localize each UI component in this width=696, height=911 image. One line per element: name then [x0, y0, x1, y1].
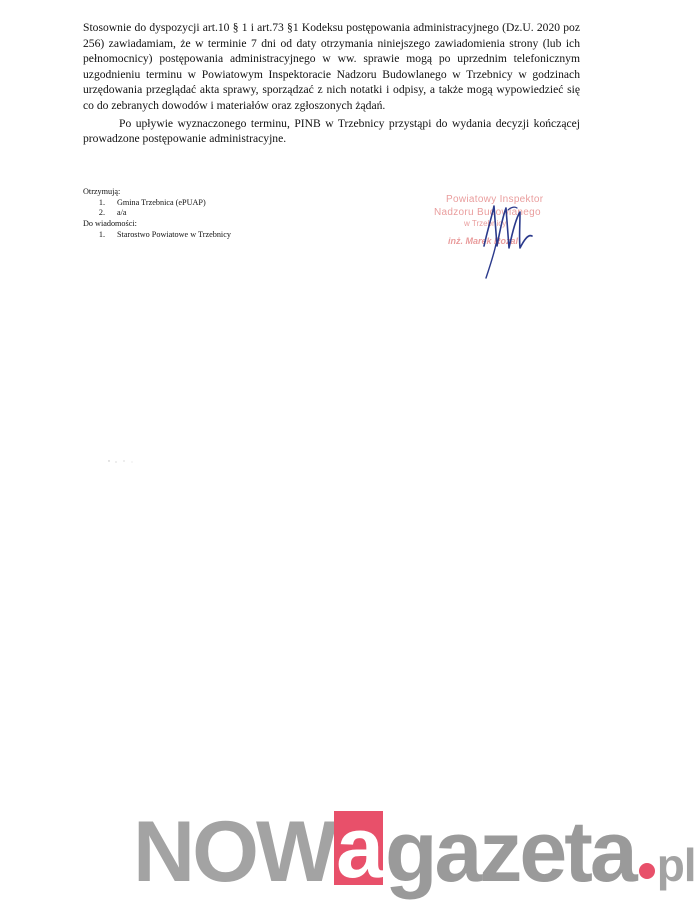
watermark-logo	[133, 800, 696, 900]
cc-recipient-name: Starostwo Powiatowe w Trzebnicy	[117, 230, 231, 240]
handwritten-signature	[470, 188, 540, 283]
scan-specks	[106, 457, 146, 465]
recipients-list	[83, 198, 343, 219]
list-item	[83, 230, 343, 241]
list-number: 2.	[98, 208, 105, 218]
recipients-heading: Otrzymują:	[83, 187, 121, 196]
logo-text: gazeta	[385, 804, 635, 900]
cc-heading: Do wiadomości:	[83, 218, 137, 228]
recipients-block	[83, 187, 343, 241]
list-number: 1.	[98, 230, 105, 240]
stamp-line: Powiatowy Inspektor	[446, 194, 544, 205]
list-item	[83, 198, 343, 209]
cc-list	[83, 230, 343, 241]
logo-dot-icon	[639, 863, 655, 879]
letter-body	[83, 20, 580, 147]
recipient-name: Gmina Trzebnica (ePUAP)	[117, 197, 206, 207]
logo-accent-letter: a	[336, 800, 382, 896]
list-item	[83, 208, 343, 219]
stamp-line: w Trzebnicy	[464, 219, 507, 228]
stamp-line: inż. Marek Rozal	[448, 236, 519, 246]
logo-text: NOW	[133, 804, 335, 900]
paragraph-decision: Po upływie wyznaczonego terminu, PINB w Trzebnicy przystąpi do wydania decyzji kończącej prowadzone postępowanie administracyjne.	[83, 116, 580, 146]
list-number: 1.	[98, 197, 105, 207]
logo-domain: pl	[656, 839, 696, 891]
stamp-line: Nadzoru Budowlanego	[434, 207, 541, 218]
recipient-name: a/a	[117, 208, 127, 218]
paragraph-notice: Stosownie do dyspozycji art.10 § 1 i art.73 §1 Kodeksu postępowania administracyjnego (Dz.U. 2020 poz 256) zawiadamiam, że w terminie 7 dni od daty otrzymania niniejszego zawiadomienia strony (lub ich pełnomocnicy) postępowania administracyjnego w ww. sprawie mogą po uprzednim telefonicznym uzgodnieniu terminu w Powiatowym Inspektoracie Nadzoru Budowlanego w Trzebnicy w godzinach urzędowania przeglądać akta sprawy, sporządzać z nich notatki i odpisy, a także mogą wypowiedzieć się co do zebranych dowodów i materiałów oraz zgłoszonych żądań.	[83, 21, 580, 112]
